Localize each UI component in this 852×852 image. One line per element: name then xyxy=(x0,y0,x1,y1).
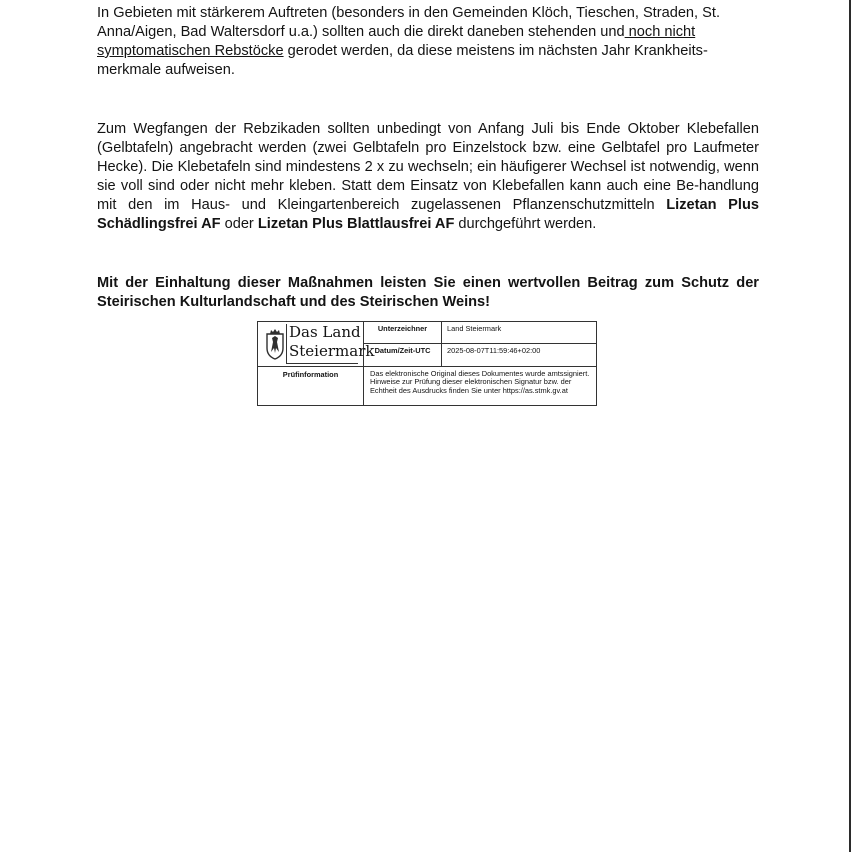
paragraph-yellow-traps xyxy=(97,120,759,234)
closing-statement: Mit der Einhaltung dieser Maßnahmen leisten Sie einen wertvollen Beitrag zum Schutz der Steirischen Kulturlandschaft und des Steirischen Weins! xyxy=(97,275,759,310)
paragraph-1-text-end: gerodet werden, da diese meistens im nächsten Jahr Krankheits-merkmale aufweisen. xyxy=(97,43,708,78)
product-name-2: Lizetan Plus Blattlausfrei AF xyxy=(257,216,455,232)
product-name-1: Lizetan Plus Schädlingsfrei AF xyxy=(97,197,759,232)
paragraph-2-text: Zum Wegfangen der Rebzikaden sollten unbedingt von Anfang Juli bis Ende Oktober Klebefallen (Gelbtafeln) angebracht werden (zwei Gelbtafeln pro Einzelstock bzw. eine Gelbtafel pro Laufmeter Hecke). Die Klebetafeln sind mindestens 2 x zu wechseln; ein häufigerer Wechsel ist notwendig, wenn sie voll sind oder nicht mehr kleben. Statt dem Einsatz von Klebefallen kann auch eine Be-handlung mit den im Haus- und Kleingartenbereich zugelassenen Pflanzenschutzmitteln xyxy=(97,121,759,213)
date-value: 2025-08-07T11:59:46+02:00 xyxy=(447,346,541,355)
paragraph-infected-areas xyxy=(97,4,759,80)
logo-line-1: Das Land xyxy=(289,323,361,341)
paragraph-2-text-end: durchgeführt werden. xyxy=(454,216,597,232)
coat-of-arms-icon xyxy=(265,328,285,360)
signature-block xyxy=(257,321,597,406)
logo-line-2: Steiermark xyxy=(289,342,375,360)
paragraph-1-text: In Gebieten mit stärkerem Auftreten (besonders in den Gemeinden Klöch, Tieschen, Straden, St. Anna/Aigen, Bad Waltersdorf u.a.) sollten auch die direkt daneben stehenden und xyxy=(97,5,721,40)
paragraph-2-connector: oder xyxy=(220,216,258,232)
page-edge-line xyxy=(849,0,851,852)
signer-label: Unterzeichner xyxy=(364,322,442,344)
verification-label: Prüfinformation xyxy=(258,366,364,405)
verification-text: Das elektronische Original dieses Dokumentes wurde amtssigniert. Hinweise zur Prüfung dieser elektronischen Signatur bzw. der Echtheit des Ausdrucks finden Sie unter https://as.stmk.gv.at xyxy=(364,366,596,405)
paragraph-1-underlined: noch nicht symptomatischen Rebstöcke xyxy=(97,24,696,59)
date-label: Datum/Zeit-UTC xyxy=(364,344,442,366)
land-steiermark-logo xyxy=(258,322,375,366)
signer-value: Land Steiermark xyxy=(442,322,596,344)
